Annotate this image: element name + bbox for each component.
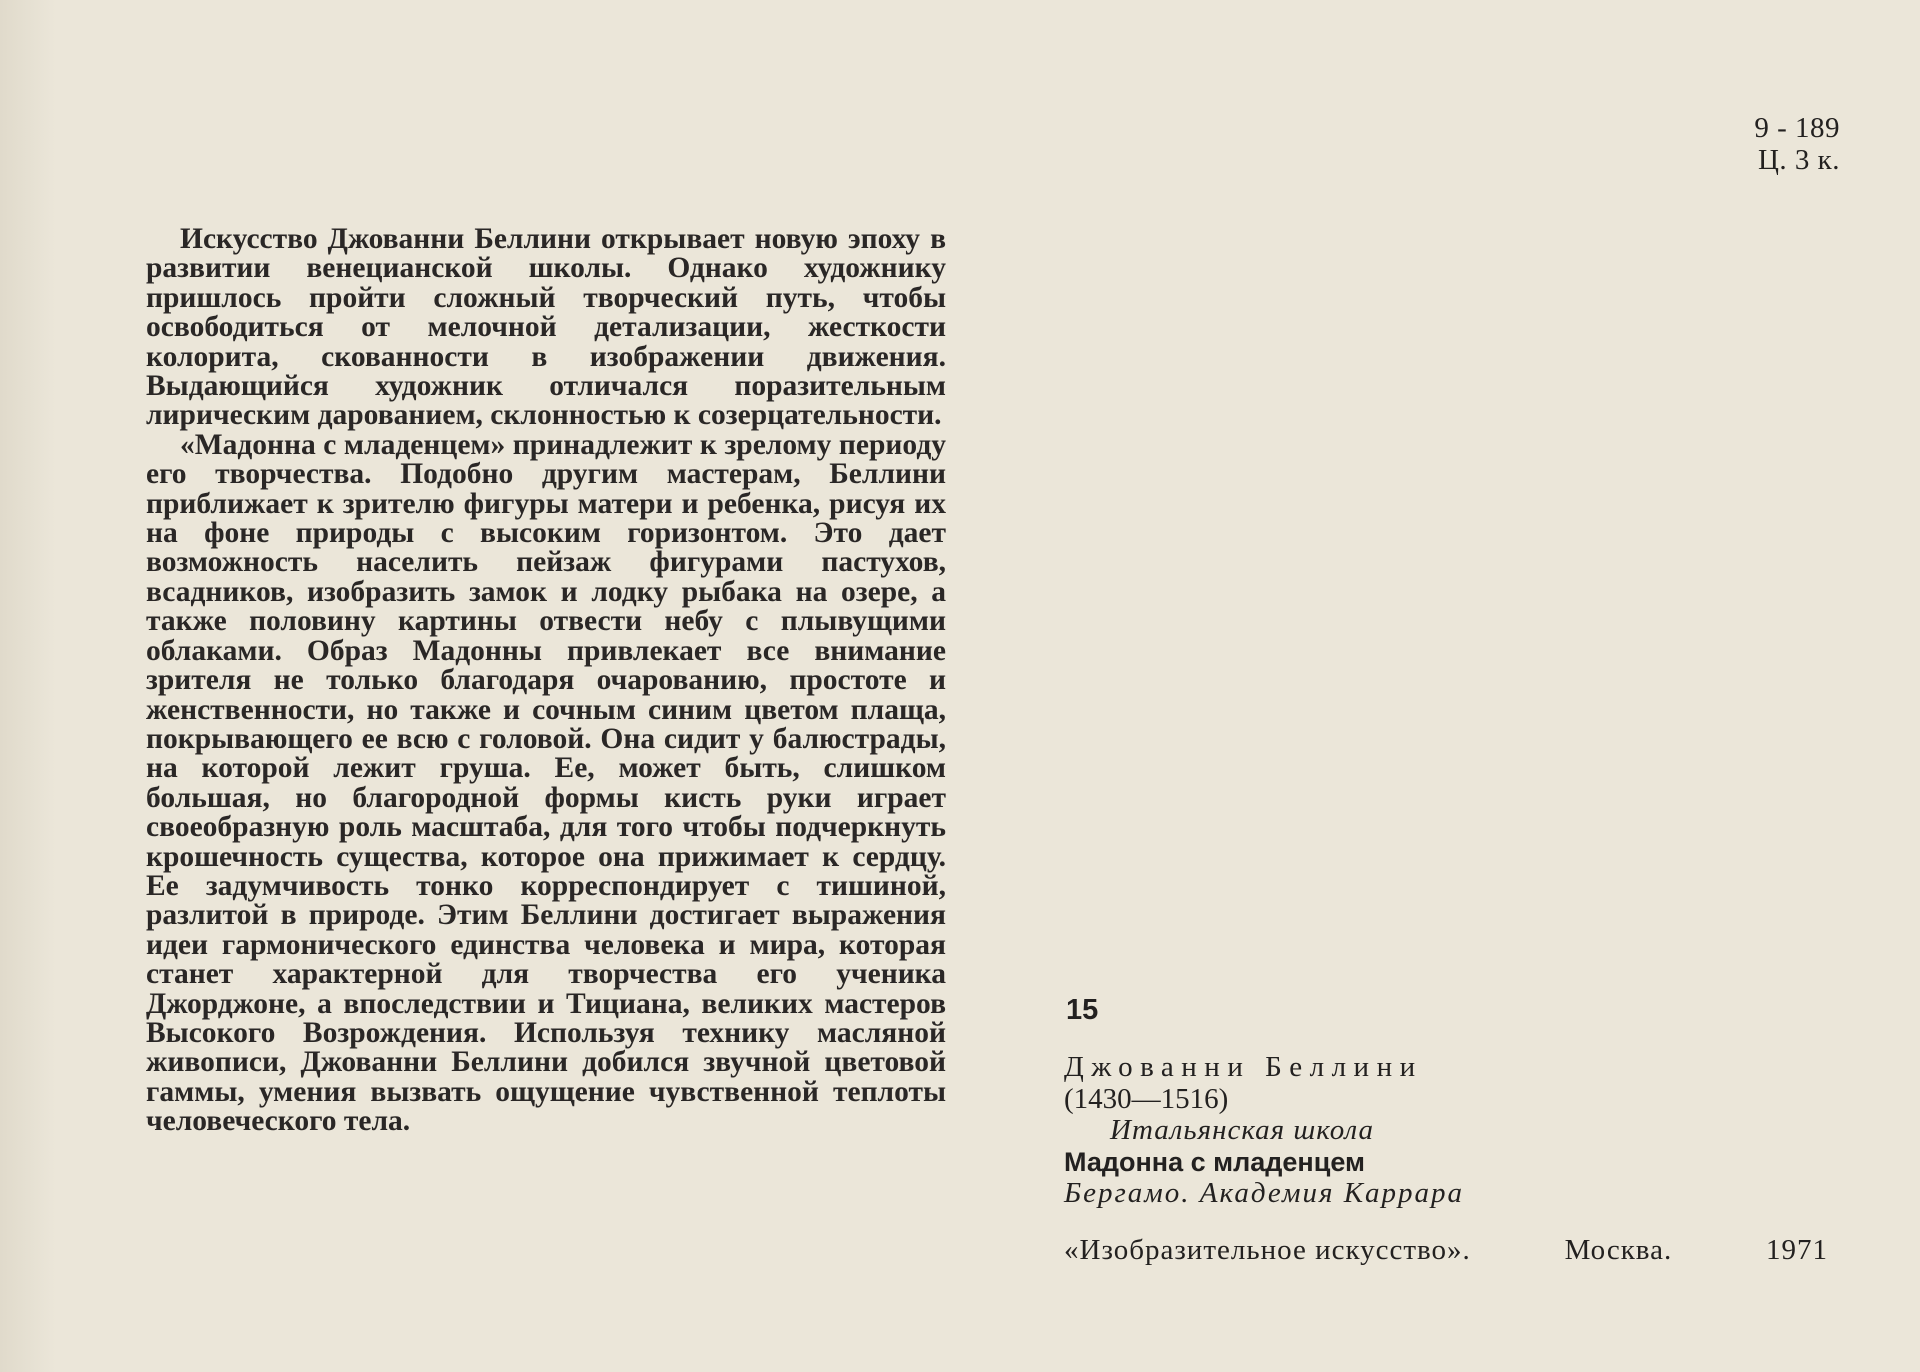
publisher-city: Москва. xyxy=(1564,1234,1673,1266)
artist-name: Джованни Беллини xyxy=(1064,1051,1423,1083)
artist-years: (1430—1516) xyxy=(1064,1082,1229,1115)
plate-number: 15 xyxy=(1066,994,1099,1026)
article-paragraph: Искусство Джованни Беллини открывает новую эпоху в развитии венецианской школы. Однако художнику пришлось пройти сложный творческий путь, чтобы освободиться от мелочной детализации, жесткости колорита, скованности в изображении движения. Выдающийся художник отличался поразительным лирическим дарованием, склонностью к созерцательности. xyxy=(146,223,946,432)
publisher-line xyxy=(1064,1234,1828,1267)
artwork-title: Мадонна с младенцем xyxy=(1064,1146,1365,1177)
paper-edge xyxy=(0,0,56,1372)
print-number: 9 - 189 xyxy=(1754,112,1840,144)
art-school: Итальянская школа xyxy=(1110,1114,1375,1146)
artwork-location: Бергамо. Академия Каррара xyxy=(1064,1177,1465,1209)
publisher-year: 1971 xyxy=(1766,1234,1828,1266)
artwork-caption xyxy=(1064,1052,1464,1210)
price-label: Ц. 3 к. xyxy=(1757,144,1840,176)
publisher-name: «Изобразительное искусство». xyxy=(1064,1234,1471,1266)
article-paragraph: «Мадонна с младенцем» принадлежит к зрелому периоду его творчества. Подобно другим мастерам, Беллини приближает к зрителю фигуры матери и ребенка, рисуя их на фоне природы с высоким горизонтом. Это дает возможность населить пейзаж фигурами пастухов, всадников, изобразить замок и лодку рыбака на озере, а также половину картины отвести небу с плывущими облаками. Образ Мадонны привлекает все внимание зрителя не только благодаря очарованию, простоте и женственности, но также и сочным синим цветом плаща, покрывающего ее всю с головой. Она сидит у балюстрады, на которой лежит груша. Ее, может быть, слишком большая, но благородной формы кисть руки играет своеобразную роль масштаба, для того чтобы подчеркнуть крошечность существа, которое она прижимает к сердцу. Ее задумчивость тонко корреспондирует с тишиной, разлитой в природе. Этим Беллини достигает выражения идеи гармонического единства человека и мира, которая станет характерной для творчества его ученика Джорджоне, а впоследствии и Тициана, великих мастеров Высокого Возрождения. Используя технику масляной живописи, Джованни Беллини добился звучной цветовой гаммы, умения вызвать ощущение чувственной теплоты человеческого тела. xyxy=(146,428,946,1138)
article-text xyxy=(146,225,946,1137)
print-code xyxy=(1754,112,1840,176)
